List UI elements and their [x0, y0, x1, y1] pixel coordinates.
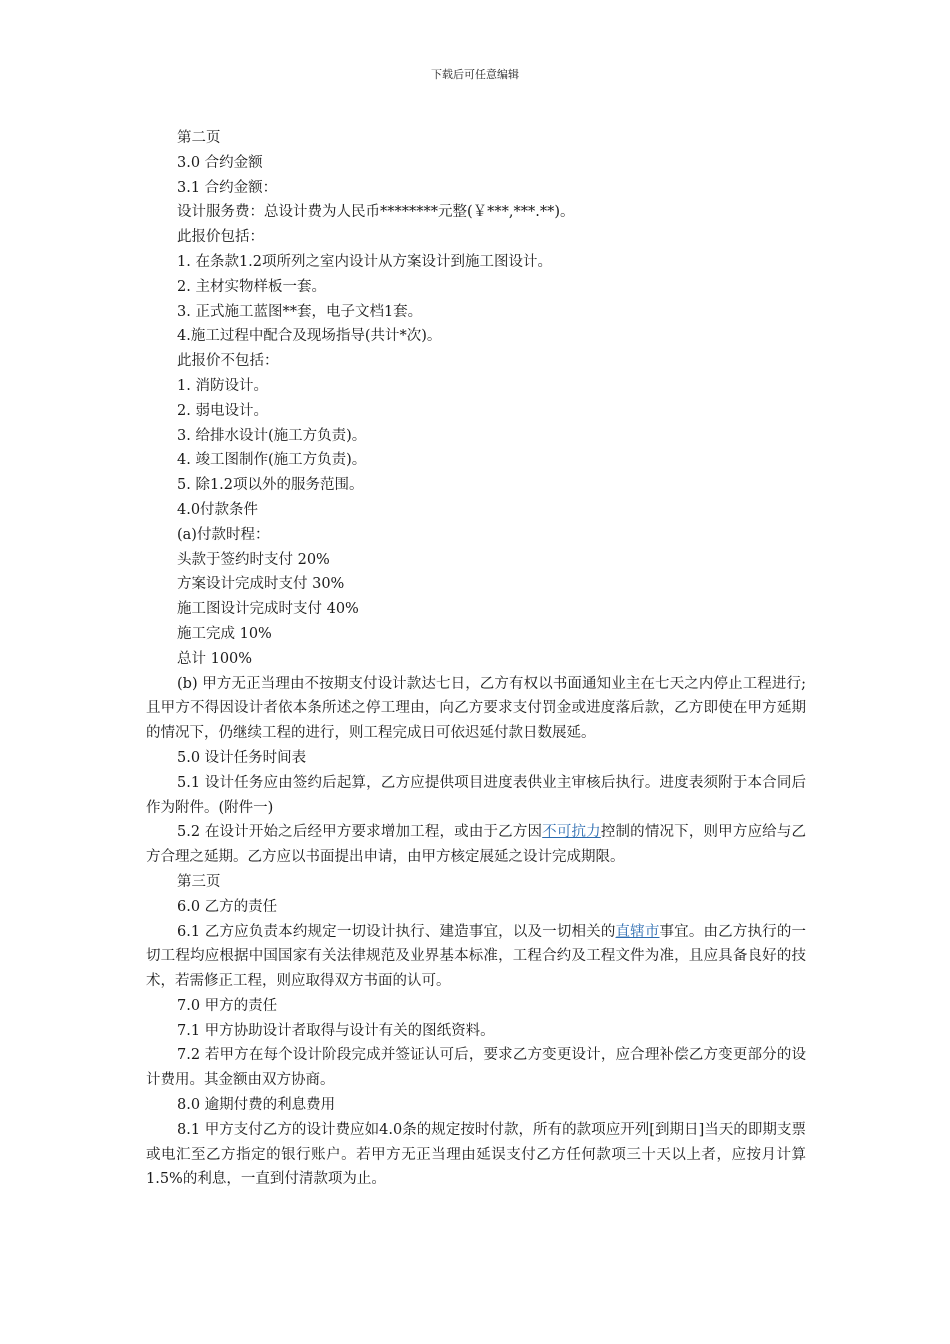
payment-clause-b: (b) 甲方无正当理由不按期支付设计款达七日，乙方有权以书面通知业主在七天之内停止工程进行;且甲方不得因设计者依本条所述之停工理由，向乙方要求支付罚金或进度落后款，乙方即使在甲方延期的情况下，仍继续工程的进行，则工程完成日可依迟延付款日数展延。	[146, 675, 806, 742]
clause-6-1-text-end: 事宜。由乙方执行的一切工程均应根据中国国家有关法律规范及业界基本标准，工程合约及工程文件为准，且应具备良好的技术，若需修正工程，则应取得双方书面的认可。	[146, 923, 806, 990]
payment-line: 施工完成 10%	[177, 625, 272, 642]
clause-5-2-text: 5.2 在设计开始之后经甲方要求增加工程，或由于乙方因	[177, 824, 543, 841]
includes-item: 1. 在条款1.2项所列之室内设计从方案设计到施工图设计。	[177, 253, 553, 270]
section-heading-8: 8.0 逾期付费的利息费用	[177, 1097, 336, 1114]
excludes-heading: 此报价不包括：	[177, 353, 279, 370]
clause-3-1: 3.1 合约金额：	[177, 179, 278, 196]
payment-line: 总计 100%	[177, 650, 253, 667]
document-body	[146, 126, 806, 1192]
excludes-item: 4. 竣工图制作(施工方负责)。	[177, 452, 367, 469]
section-heading-6: 6.0 乙方的责任	[177, 898, 278, 915]
municipality-link[interactable]: 直辖市	[615, 923, 660, 940]
clause-8-1: 8.1 甲方支付乙方的设计费应如4.0条的规定按时付款，所有的款项应开列[到期日]当天的即期支票或电汇至乙方指定的银行账户。若甲方无正当理由延误支付乙方任何款项三十天以上者，应按月计算1.5%的利息，一直到付清款项为止。	[146, 1121, 806, 1188]
section-heading-3: 3.0 合约金额	[177, 154, 263, 171]
fee-line: 设计服务费：总设计费为人民币********元整(￥***,***.**)。	[177, 204, 575, 221]
page-heading-2: 第二页	[177, 130, 221, 146]
clause-7-2: 7.2 若甲方在每个设计阶段完成并签证认可后，要求乙方变更设计，应合理补偿乙方变更部分的设计费用。其金额由双方协商。	[146, 1047, 806, 1089]
clause-5-2	[146, 820, 806, 870]
excludes-item: 2. 弱电设计。	[177, 402, 268, 419]
includes-heading: 此报价包括：	[177, 229, 264, 246]
section-heading-5: 5.0 设计任务时间表	[177, 749, 307, 766]
clause-6-1-text: 6.1 乙方应负责本约规定一切设计执行、建造事宜，以及一切相关的	[177, 923, 616, 940]
section-heading-4: 4.0付款条件	[177, 501, 259, 518]
section-heading-7: 7.0 甲方的责任	[177, 997, 278, 1014]
payment-line: 施工图设计完成时支付 40%	[177, 601, 359, 618]
includes-item: 2. 主材实物样板一套。	[177, 278, 326, 295]
payment-line: 头款于签约时支付 20%	[177, 551, 330, 568]
payment-line: 方案设计完成时支付 30%	[177, 576, 345, 593]
page-heading-3: 第三页	[177, 873, 221, 890]
clause-7-1: 7.1 甲方协助设计者取得与设计有关的图纸资料。	[177, 1022, 495, 1039]
page-header: 下载后可任意编辑	[431, 68, 519, 81]
includes-item: 4.施工过程中配合及现场指导(共计*次)。	[177, 328, 442, 345]
clause-5-1: 5.1 设计任务应由签约后起算，乙方应提供项目进度表供业主审核后执行。进度表须附于本合同后作为附件。(附件一)	[146, 774, 806, 816]
clause-5-2-text-end: 控制的情况下，则甲方应给与乙方合理之延期。乙方应以书面提出申请，由甲方核定展延之设计完成期限。	[146, 824, 807, 866]
payment-subheading: (a)付款时程：	[177, 526, 270, 543]
excludes-item: 5. 除1.2项以外的服务范围。	[177, 477, 364, 494]
excludes-item: 1. 消防设计。	[177, 377, 268, 394]
force-majeure-link[interactable]: 不可抗力	[542, 824, 601, 841]
clause-6-1	[146, 920, 806, 994]
includes-item: 3. 正式施工蓝图**套，电子文档1套。	[177, 303, 423, 320]
excludes-item: 3. 给排水设计(施工方负责)。	[177, 427, 367, 444]
